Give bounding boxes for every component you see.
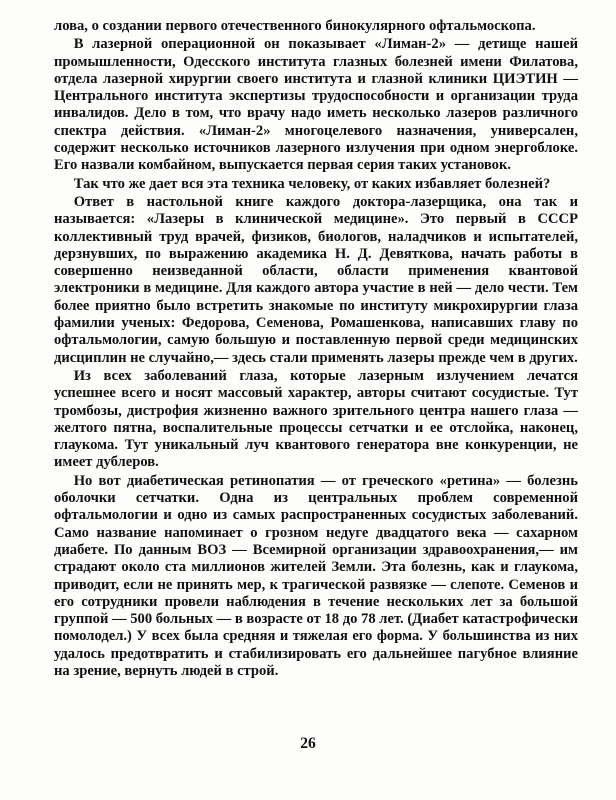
paragraph-5: Из всех заболеваний глаза, которые лазерным излучением лечатся успешнее всего и носят массовый характер, авторы считают сосудистые. Тут тромбозы, дистрофия жизненно важного зрительного центра нашего глаза — желтого пятна, воспалительные процессы сетчатки и ее отслойка, наконец, глаукома. Тут уникальный луч квантового генератора вне конкуренции, не имеет дублеров. <box>54 367 578 471</box>
paragraph-1: лова, о создании первого отечественного бинокулярного офтальмоскопа. <box>54 18 536 34</box>
paragraph-6: Но вот диабетическая ретинопатия — от греческого «ретина» — болезнь оболочки сетчатки. Одна из центральных проблем современной офтальмологии и одно из самых распространенных сосудистых заболеваний. Само название напоминает о грозном недуге двадцатого века — сахарном диабете. По данным ВОЗ — Всемирной организации здравоохранения,— им страдают около ста миллионов жителей Земли. Эта болезнь, как и глаукома, приводит, если не принять мер, к трагической развязке — слепоте. Семенов и его сотрудники провели наблюдения в течение нескольких лет за большой группой — 500 больных — в возрасте от 18 до 78 лет. (Диабет катастрофически помолодел.) У всех была средняя и тяжелая его форма. У большинства из них удалось предотвратить и стабилизировать его дальнейшее пагубное влияние на зрение, вернуть людей в строй. <box>54 472 579 679</box>
body-text <box>54 18 578 680</box>
paragraph-4: Ответ в настольной книге каждого доктора-лазерщика, она так и называется: «Лазеры в клинической медицине». Это первый в СССР коллективный труд врачей, физиков, биологов, наладчиков и испытателей, дерзнувших, по выражению академика Н. Д. Девяткова, начать работы в совершенно неизведанной области, области применения квантовой электроники в медицине. Для каждого автора участие в ней — дело чести. Тем более приятно было встретить знакомые по институту микрохирургии глаза фамилии ученых: Федорова, Семенова, Ромашенкова, написавших главу по офтальмологии, самую большую и поставленную первой среди медицинских дисциплин не случайно,— здесь стали применять лазеры прежде чем в других. <box>54 193 578 366</box>
paragraph-2: В лазерной операционной он показывает «Лиман-2» — детище нашей промышленности, Одесского института глазных болезней имени Филатова, отдела лазерной хирургии своего института и глазной клиники ЦИЭТИН — Центрального института экспертизы трудоспособности и организации труда инвалидов. Дело в том, что врачу надо иметь несколько лазеров различного спектра действия. «Лиман-2» многоцелевого назначения, универсален, содержит несколько источников лазерного излучения при одном энергоблоке. Его назвали комбайном, выпускается первая серия таких установок. <box>54 36 578 174</box>
page-number: 26 <box>300 735 316 752</box>
paragraph-3: Так что же дает вся эта техника человеку, от каких избавляет болезней? <box>73 175 551 192</box>
